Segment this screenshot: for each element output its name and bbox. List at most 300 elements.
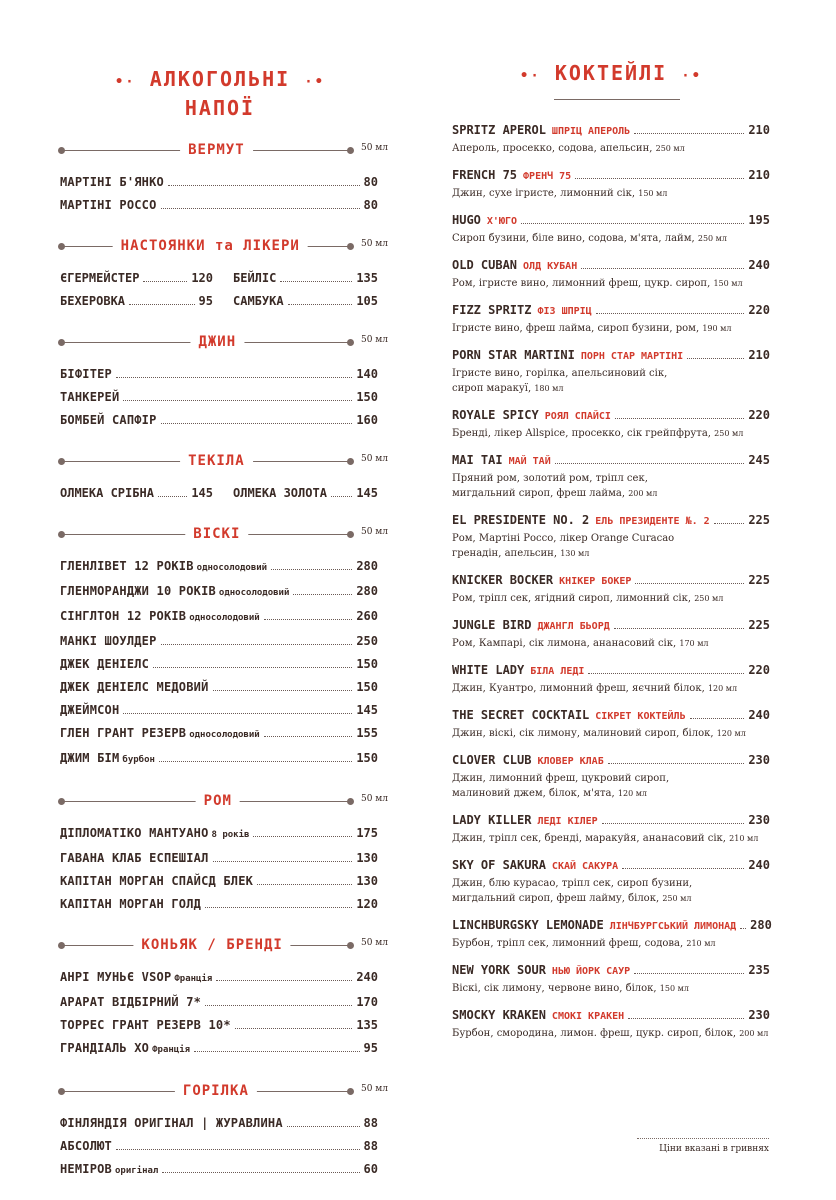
dot-leader	[714, 523, 745, 524]
menu-item	[60, 194, 378, 217]
cocktail-header	[452, 916, 770, 936]
item-price: 150	[356, 680, 378, 694]
section-volume: 50 мл	[357, 143, 388, 153]
item-price: 260	[356, 609, 378, 623]
cocktail-description	[452, 876, 770, 891]
cocktail-description	[452, 141, 770, 156]
cocktail-header	[452, 211, 770, 231]
item-price: 88	[363, 1116, 378, 1130]
menu-item	[219, 290, 378, 313]
description-text: мигдальний сироп, фреш лайму, білок,	[452, 893, 660, 904]
menu-item	[60, 267, 219, 290]
menu-item	[60, 482, 219, 505]
cocktail-item	[452, 616, 770, 651]
description-text: Ром, ігристе вино, лимонний фреш, цукр. сироп,	[452, 278, 711, 289]
menu-item-pair	[60, 267, 378, 290]
rule-ornament	[58, 942, 65, 949]
cocktail-header	[452, 346, 770, 366]
item-name: НЕМІРОВ	[60, 1162, 112, 1176]
description-text: Сироп бузини, біле вино, содова, м'ята, лайм,	[452, 233, 695, 244]
cocktail-volume: 200 мл	[739, 1029, 769, 1038]
item-name: МАРТІНІ РОССО	[60, 198, 157, 212]
item-name: ФІНЛЯНДІЯ ОРИГІНАЛ | ЖУРАВЛИНА	[60, 1116, 283, 1130]
cocktail-volume: 190 мл	[702, 324, 732, 333]
dot-leader	[608, 763, 745, 764]
rule-ornament	[347, 942, 354, 949]
cocktail-price: 245	[748, 453, 770, 467]
item-name: ДЖИМ БІМ	[60, 751, 120, 765]
title-flourish-right: ·•	[681, 68, 703, 84]
cocktail-price: 280	[750, 918, 772, 932]
menu-item	[60, 722, 378, 747]
menu-item	[60, 966, 378, 991]
dot-leader	[271, 569, 352, 570]
cocktail-header	[452, 661, 770, 681]
cocktail-price: 210	[748, 168, 770, 182]
item-note: односолодовий	[189, 730, 260, 740]
cocktail-name: ROYALE SPICY	[452, 408, 539, 422]
item-price: 150	[356, 751, 378, 765]
cocktail-item	[452, 811, 770, 846]
menu-item	[60, 555, 378, 580]
cocktail-item	[452, 1006, 770, 1041]
dot-leader	[194, 1051, 360, 1052]
menu-item-pair	[60, 482, 378, 505]
cocktail-description	[452, 486, 770, 501]
cocktail-name: MAI TAI	[452, 453, 503, 467]
section-header	[60, 331, 388, 353]
cocktail-header	[452, 301, 770, 321]
section-title: ВІСКІ	[185, 523, 248, 545]
item-note: оригінал	[114, 1166, 159, 1176]
cocktail-name-ua: ЕЛЬ ПРЕЗИДЕНТЕ №. 2	[595, 516, 710, 527]
item-price: 120	[356, 897, 378, 911]
item-name: МАНКІ ШОУЛДЕР	[60, 634, 157, 648]
cocktail-volume: 250 мл	[662, 894, 692, 903]
cocktail-name: SPRITZ APEROL	[452, 123, 546, 137]
footer-note-text: Ціни вказані в гривнях	[659, 1144, 769, 1154]
cocktail-header	[452, 571, 770, 591]
dot-leader	[129, 304, 195, 305]
cocktail-name-ua: РОЯЛ СПАЙСІ	[544, 411, 611, 422]
cocktail-name-ua: ПОРН СТАР МАРТІНІ	[580, 351, 684, 362]
dot-leader	[158, 496, 187, 497]
rule-ornament	[347, 1088, 354, 1095]
cocktail-description	[452, 321, 770, 336]
item-name: АБСОЛЮТ	[60, 1139, 112, 1153]
rule-ornament	[347, 531, 354, 538]
cocktail-volume: 120 мл	[716, 729, 746, 738]
dot-leader	[161, 423, 353, 424]
cocktail-description	[452, 831, 770, 846]
cocktail-price: 230	[748, 813, 770, 827]
cocktail-name-ua: НЬЮ ЙОРК САУР	[551, 966, 631, 977]
cocktail-description	[452, 771, 770, 786]
cocktail-volume: 120 мл	[707, 684, 738, 693]
dot-leader	[205, 907, 352, 908]
rule-ornament	[58, 243, 65, 250]
dot-leader	[634, 133, 744, 134]
menu-item	[60, 630, 378, 653]
menu-item	[60, 991, 378, 1014]
footer-note	[637, 1138, 769, 1154]
item-name: КАПІТАН МОРГАН СПАЙСД БЛЕК	[60, 874, 254, 888]
section-header	[60, 450, 388, 472]
item-price: 150	[356, 390, 378, 404]
cocktail-volume: 200 мл	[628, 489, 658, 498]
cocktail-item	[452, 406, 770, 441]
dot-leader	[596, 313, 745, 314]
section-volume: 50 мл	[357, 938, 388, 948]
cocktail-item	[452, 961, 770, 996]
menu-item	[60, 580, 378, 605]
cocktail-header	[452, 511, 770, 531]
item-price: 160	[356, 413, 378, 427]
item-price: 140	[356, 367, 378, 381]
item-name: БОМБЕЙ САПФІР	[60, 413, 157, 427]
item-price: 95	[363, 1041, 378, 1055]
section-title: ВЕРМУТ	[180, 139, 253, 161]
section-title: НАСТОЯНКИ та ЛІКЕРИ	[113, 235, 308, 257]
item-note: односолодовий	[189, 613, 260, 623]
description-text: сироп маракуї,	[452, 383, 532, 394]
dot-leader	[288, 304, 353, 305]
item-note: Франція	[152, 1045, 191, 1055]
item-price: 145	[191, 486, 213, 500]
dot-leader	[521, 223, 744, 224]
description-text: Бурбон, тріпл сек, лимонний фреш, содова,	[452, 938, 684, 949]
menu-item	[60, 386, 378, 409]
description-text: Джин, блю курасао, тріпл сек, сироп бузини,	[452, 878, 693, 889]
dot-leader	[213, 690, 353, 691]
cocktail-item	[452, 751, 770, 801]
dot-leader	[143, 281, 187, 282]
cocktail-description	[452, 681, 770, 696]
dot-leader	[168, 185, 360, 186]
cocktail-volume: 250 мл	[714, 429, 744, 438]
cocktail-item	[452, 856, 770, 906]
description-text: Ром, Мартіні Россо, лікер Orange Curacao	[452, 533, 675, 544]
cocktail-name: CLOVER CLUB	[452, 753, 532, 767]
section-volume: 50 мл	[357, 454, 388, 464]
item-price: 130	[356, 874, 378, 888]
menu-item	[60, 847, 378, 870]
menu-item	[60, 822, 378, 847]
item-price: 80	[363, 175, 378, 189]
section-header	[60, 1080, 388, 1102]
cocktails-title-text: КОКТЕЙЛІ	[554, 61, 668, 85]
rule-ornament	[347, 339, 354, 346]
cocktail-name-ua: БІЛА ЛЕДІ	[530, 666, 585, 677]
title-flourish-left: •·	[519, 68, 541, 84]
cocktail-price: 230	[748, 753, 770, 767]
rule-ornament	[347, 458, 354, 465]
cocktail-description	[452, 366, 770, 381]
rule-ornament	[58, 531, 65, 538]
item-price: 80	[363, 198, 378, 212]
dot-leader	[602, 823, 745, 824]
menu-item	[60, 363, 378, 386]
cocktail-description	[452, 546, 770, 561]
cocktail-name: KNICKER BOCKER	[452, 573, 554, 587]
title-flourish-right: ·•	[304, 74, 326, 90]
dot-leader	[690, 718, 745, 719]
cocktail-description	[452, 531, 770, 546]
item-note: односолодовий	[218, 588, 290, 598]
dot-leader	[588, 673, 744, 674]
dot-leader	[331, 496, 352, 497]
cocktail-volume: 170 мл	[679, 639, 709, 648]
item-price: 130	[356, 851, 378, 865]
cocktail-header	[452, 616, 770, 636]
cocktail-price: 225	[748, 618, 770, 632]
cocktail-price: 220	[748, 663, 770, 677]
cocktail-name: EL PRESIDENTE NO. 2	[452, 513, 590, 527]
cocktail-name: LADY KILLER	[452, 813, 532, 827]
menu-item	[60, 1014, 378, 1037]
item-price: 105	[356, 294, 378, 308]
alcohol-title-line2: НАПОЇ	[184, 96, 256, 120]
item-price: 170	[356, 995, 378, 1009]
menu-item	[60, 747, 378, 772]
cocktail-item	[452, 166, 770, 201]
dot-leader	[257, 884, 352, 885]
item-name: МАРТІНІ Б'ЯНКО	[60, 175, 164, 189]
cocktail-volume: 180 мл	[534, 384, 564, 393]
cocktail-name-ua: КЛОВЕР КЛАБ	[537, 756, 604, 767]
section-title: ТЕКІЛА	[180, 450, 253, 472]
item-price: 135	[356, 271, 378, 285]
item-price: 150	[356, 657, 378, 671]
cocktail-price: 230	[748, 1008, 770, 1022]
cocktail-description	[452, 426, 770, 441]
cocktail-volume: 150 мл	[659, 984, 689, 993]
cocktail-volume: 120 мл	[617, 789, 648, 798]
dot-leader	[614, 628, 745, 629]
cocktail-header	[452, 961, 770, 981]
cocktail-description	[452, 981, 770, 996]
dot-leader	[264, 736, 353, 737]
item-name: ДЖЕЙМСОН	[60, 703, 120, 717]
item-price: 145	[356, 486, 378, 500]
cocktail-name-ua: ЛІНЧБУРГСЬКИЙ ЛИМОНАД	[609, 921, 737, 932]
item-name: ЄГЕРМЕЙСТЕР	[60, 271, 140, 285]
description-text: Пряний ром, золотий ром, тріпл сек,	[452, 473, 648, 484]
section-volume: 50 мл	[357, 527, 388, 537]
title-flourish-left: •·	[114, 74, 136, 90]
section-title: РОМ	[196, 790, 240, 812]
cocktail-volume: 210 мл	[686, 939, 716, 948]
cocktail-item	[452, 256, 770, 291]
dot-leader	[575, 178, 744, 179]
cocktail-price: 240	[748, 858, 770, 872]
dot-leader	[216, 980, 352, 981]
cocktail-name-ua: КНІКЕР БОКЕР	[559, 576, 632, 587]
cocktail-description	[452, 186, 770, 201]
cocktail-name-ua: ДЖАНГЛ БЬОРД	[537, 621, 610, 632]
cocktail-name-ua: ФРЕНЧ 75	[523, 171, 572, 182]
cocktail-price: 195	[748, 213, 770, 227]
menu-item	[60, 870, 378, 893]
cocktail-name-ua: Х'ЮГО	[486, 216, 518, 227]
cocktail-description	[452, 891, 770, 906]
cocktail-description	[452, 471, 770, 486]
menu-item	[60, 605, 378, 630]
cocktail-header	[452, 706, 770, 726]
cocktail-name: HUGO	[452, 213, 481, 227]
cocktail-item	[452, 451, 770, 501]
menu-item	[60, 290, 219, 313]
rule-ornament	[58, 798, 65, 805]
cocktail-name-ua: ФІЗ ШПРІЦ	[537, 306, 592, 317]
menu-item	[60, 171, 378, 194]
item-note: Франція	[174, 974, 213, 984]
menu-item	[60, 653, 378, 676]
cocktail-description	[452, 936, 770, 951]
item-name: БІФІТЕР	[60, 367, 112, 381]
rule-ornament	[58, 1088, 65, 1095]
section-header	[60, 235, 388, 257]
section-header	[60, 934, 388, 956]
description-text: Джин, сухе ігристе, лимонний сік,	[452, 188, 636, 199]
dot-leader	[161, 644, 353, 645]
dot-leader	[205, 1005, 352, 1006]
item-name: ГЛЕН ГРАНТ РЕЗЕРВ	[60, 726, 187, 740]
cocktail-price: 220	[748, 303, 770, 317]
section-header	[60, 139, 388, 161]
dot-leader	[116, 377, 352, 378]
cocktail-name-ua: ШПРІЦ АПЕРОЛЬ	[551, 126, 631, 137]
cocktail-item	[452, 346, 770, 396]
menu-item	[60, 676, 378, 699]
dot-leader	[123, 400, 352, 401]
cocktail-list	[452, 121, 770, 1041]
item-price: 60	[363, 1162, 378, 1176]
menu-item	[60, 1158, 378, 1183]
item-note: бурбон	[122, 755, 155, 765]
item-name: ТАНКЕРЕЙ	[60, 390, 120, 404]
alcohol-sections	[60, 139, 388, 1183]
item-name: САМБУКА	[233, 294, 284, 308]
item-name: БЕЙЛІС	[233, 271, 277, 285]
dot-leader	[615, 418, 744, 419]
menu-item	[60, 699, 378, 722]
description-text: мигдальний сироп, фреш лайма,	[452, 488, 626, 499]
cocktail-volume: 210 мл	[729, 834, 759, 843]
cocktail-price: 235	[748, 963, 770, 977]
item-price: 95	[198, 294, 213, 308]
rule-ornament	[347, 243, 354, 250]
cocktail-description	[452, 726, 770, 741]
cocktail-item	[452, 121, 770, 156]
item-name: СІНГЛТОН 12 РОКІВ	[60, 609, 187, 623]
item-name: ГЛЕНМОРАНДЖИ 10 РОКІВ	[60, 584, 216, 598]
cocktail-name: THE SECRET COCKTAIL	[452, 708, 590, 722]
section-title: ГОРІЛКА	[175, 1080, 257, 1102]
rule-ornament	[347, 798, 354, 805]
cocktail-item	[452, 916, 770, 951]
menu-item	[60, 409, 378, 432]
cocktail-name: OLD CUBAN	[452, 258, 518, 272]
section-title: ДЖИН	[190, 331, 244, 353]
item-name: ГАВАНА КЛАБ ЕСПЕШІАЛ	[60, 851, 209, 865]
cocktail-price: 220	[748, 408, 770, 422]
cocktail-item	[452, 571, 770, 606]
dot-leader	[634, 973, 744, 974]
cocktail-name: JUNGLE BIRD	[452, 618, 532, 632]
dot-leader	[161, 208, 360, 209]
cocktail-description	[452, 276, 770, 291]
cocktail-description	[452, 381, 770, 396]
dot-leader	[162, 1172, 359, 1173]
cocktails-title-rule	[452, 91, 770, 109]
menu-item	[219, 267, 378, 290]
cocktail-description	[452, 786, 770, 801]
item-price: 155	[356, 726, 378, 740]
item-name: БЕХЕРОВКА	[60, 294, 126, 308]
menu-item	[60, 893, 378, 916]
cocktail-item	[452, 511, 770, 561]
description-text: Джин, віскі, сік лимону, малиновий сироп, білок,	[452, 728, 714, 739]
item-price: 88	[363, 1139, 378, 1153]
item-note: 8 років	[211, 830, 250, 840]
dot-leader	[687, 358, 744, 359]
item-note: односолодовий	[196, 563, 268, 573]
item-name: ГЛЕНЛІВЕТ 12 РОКІВ	[60, 559, 194, 573]
cocktail-volume: 250 мл	[697, 234, 727, 243]
dot-leader	[253, 836, 352, 837]
item-price: 175	[356, 826, 378, 840]
dot-leader	[635, 583, 744, 584]
cocktail-name-ua: ОЛД КУБАН	[523, 261, 578, 272]
menu-item	[60, 1112, 378, 1135]
dot-leader	[153, 667, 352, 668]
cocktail-header	[452, 1006, 770, 1026]
cocktail-name-ua: СМОКІ КРАКЕН	[551, 1011, 625, 1022]
cocktail-header	[452, 451, 770, 471]
description-text: Джин, Куантро, лимонний фреш, яєчний білок,	[452, 683, 705, 694]
dot-leader	[280, 281, 352, 282]
item-name: ОЛМЕКА СРІБНА	[60, 486, 154, 500]
cocktail-item	[452, 211, 770, 246]
item-price: 280	[356, 559, 378, 573]
dot-leader	[235, 1028, 353, 1029]
alcohol-title-line1: АЛКОГОЛЬНІ	[149, 67, 291, 91]
item-name: ДЖЕК ДЕНІЕЛС МЕДОВИЙ	[60, 680, 209, 694]
menu-item	[60, 1135, 378, 1158]
cocktail-header	[452, 406, 770, 426]
cocktail-header	[452, 811, 770, 831]
description-text: гренадін, апельсин,	[452, 548, 558, 559]
menu-item	[219, 482, 378, 505]
section-volume: 50 мл	[357, 794, 388, 804]
dot-leader	[293, 594, 352, 595]
cocktail-description	[452, 636, 770, 651]
section-header	[60, 523, 388, 545]
cocktail-header	[452, 256, 770, 276]
dot-leader	[628, 1018, 744, 1019]
cocktail-price: 225	[748, 513, 770, 527]
section-volume: 50 мл	[357, 239, 388, 249]
cocktail-name: SMOCKY KRAKEN	[452, 1008, 546, 1022]
dot-leader	[740, 928, 746, 929]
cocktail-volume: 150 мл	[638, 189, 668, 198]
rule-ornament	[58, 458, 65, 465]
section-volume: 50 мл	[357, 335, 388, 345]
item-price: 145	[356, 703, 378, 717]
cocktail-price: 210	[748, 348, 770, 362]
description-text: Бурбон, смородина, лимон. фреш, цукр. сироп, білок,	[452, 1028, 737, 1039]
